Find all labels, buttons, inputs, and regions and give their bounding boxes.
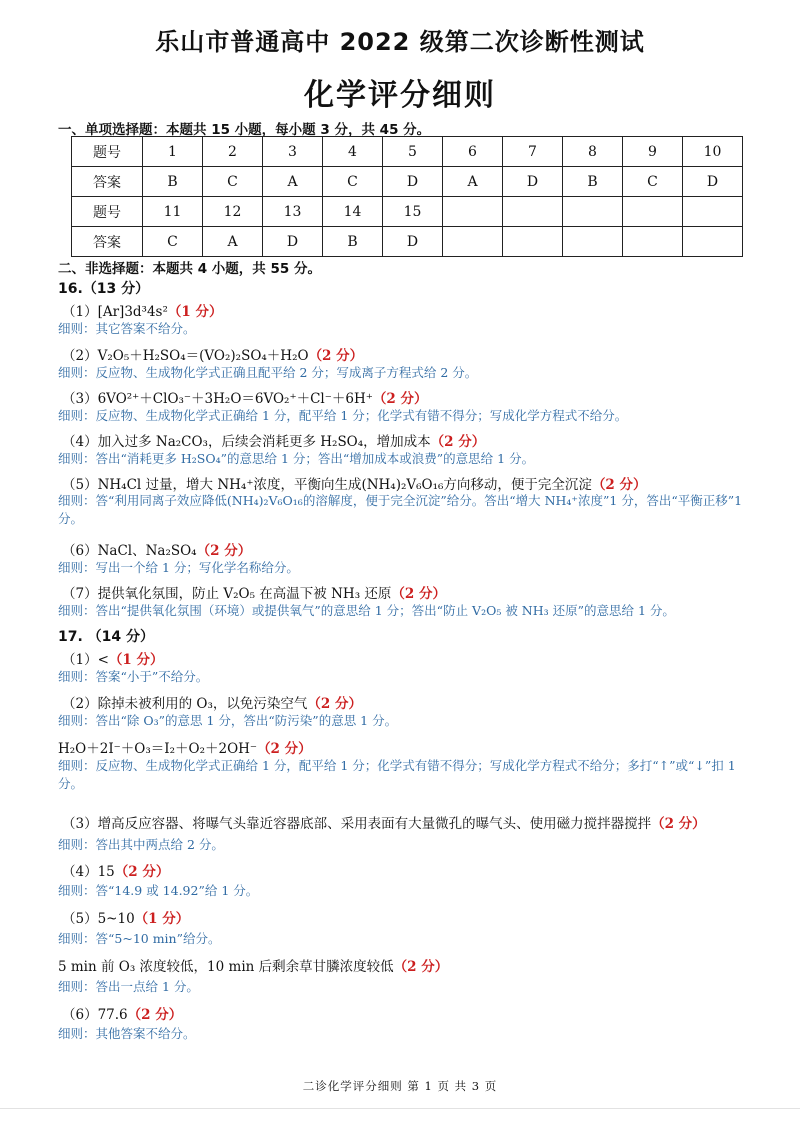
answer-text: （5）5~10 bbox=[62, 911, 135, 927]
section1-heading: 一、单项选择题：本题共 15 小题，每小题 3 分，共 45 分。 bbox=[58, 122, 431, 138]
q17-part6-note: 细则：其他答案不给分。 bbox=[58, 1026, 196, 1041]
q16-part6 bbox=[62, 539, 251, 559]
q17-part5-extra bbox=[58, 955, 448, 975]
answer-text: （1）[Ar]3d³4s² bbox=[62, 304, 168, 320]
table-cell: C bbox=[143, 227, 203, 257]
page-subtitle: 化学评分细则 bbox=[304, 78, 496, 113]
q16-part7-note: 细则：答出“提供氧化氛围（环境）或提供氧气”的意思给 1 分；答出“防止 V₂O₅ 被 NH₃ 还原”的意思给 1 分。 bbox=[58, 603, 675, 618]
answer-text: （5）NH₄Cl 过量，增大 NH₄⁺浓度，平衡向生成(NH₄)₂V₆O₁₆方向移动，便于完全沉淀 bbox=[62, 477, 592, 493]
table-cell bbox=[443, 227, 503, 257]
table-cell: D bbox=[383, 167, 443, 197]
table-cell: D bbox=[503, 167, 563, 197]
answer-text: （2）V₂O₅＋H₂SO₄＝(VO₂)₂SO₄＋H₂O bbox=[62, 348, 309, 364]
q16-part6-note: 细则：写出一个给 1 分；写化学名称给分。 bbox=[58, 560, 299, 575]
table-cell: B bbox=[143, 167, 203, 197]
table-cell: 15 bbox=[383, 197, 443, 227]
table-cell: 8 bbox=[563, 137, 623, 167]
table-cell: A bbox=[443, 167, 503, 197]
table-cell: A bbox=[203, 227, 263, 257]
q16-part4 bbox=[62, 430, 485, 450]
table-cell: 5 bbox=[383, 137, 443, 167]
points-label: （2 分） bbox=[372, 391, 428, 407]
table-cell bbox=[623, 227, 683, 257]
table-row bbox=[72, 197, 743, 227]
answer-text: （6）NaCl、Na₂SO₄ bbox=[62, 543, 197, 559]
table-cell bbox=[623, 197, 683, 227]
bottom-rule bbox=[0, 1108, 800, 1109]
answer-text: （2）除掉未被利用的 O₃，以免污染空气 bbox=[62, 696, 308, 712]
table-cell: 6 bbox=[443, 137, 503, 167]
q16-part3 bbox=[62, 387, 427, 407]
table-row bbox=[72, 167, 743, 197]
table-cell: 9 bbox=[623, 137, 683, 167]
points-label: （2 分） bbox=[257, 741, 312, 757]
table-cell bbox=[503, 197, 563, 227]
q17-title: 17. （14 分） bbox=[58, 629, 155, 645]
points-label: （2 分） bbox=[391, 586, 446, 602]
q17-part5 bbox=[62, 907, 189, 927]
table-cell: 14 bbox=[323, 197, 383, 227]
row-label: 题号 bbox=[72, 137, 143, 167]
table-cell: 12 bbox=[203, 197, 263, 227]
q17-part4 bbox=[62, 860, 169, 880]
points-label: （2 分） bbox=[393, 959, 449, 975]
points-label: （2 分） bbox=[307, 696, 362, 712]
answer-table bbox=[71, 136, 743, 257]
points-label: （1 分） bbox=[108, 652, 164, 668]
table-cell: 3 bbox=[263, 137, 323, 167]
q17-part6 bbox=[62, 1003, 182, 1023]
q16-part1 bbox=[62, 300, 223, 320]
q16-part2 bbox=[62, 344, 363, 364]
table-cell: C bbox=[323, 167, 383, 197]
table-cell bbox=[683, 227, 743, 257]
q17-part2 bbox=[62, 692, 362, 712]
row-label: 题号 bbox=[72, 197, 143, 227]
table-cell: B bbox=[563, 167, 623, 197]
q16-part3-note: 细则：反应物、生成物化学式正确给 1 分，配平给 1 分；化学式有错不得分；写成化学方程式不给分。 bbox=[58, 408, 628, 423]
section2-heading: 二、非选择题：本题共 4 小题，共 55 分。 bbox=[58, 261, 321, 277]
row-label: 答案 bbox=[72, 167, 143, 197]
table-cell: 13 bbox=[263, 197, 323, 227]
table-cell bbox=[443, 197, 503, 227]
table-cell: 10 bbox=[683, 137, 743, 167]
table-row bbox=[72, 137, 743, 167]
answer-text: （7）提供氧化氛围，防止 V₂O₅ 在高温下被 NH₃ 还原 bbox=[62, 586, 392, 602]
table-cell: 4 bbox=[323, 137, 383, 167]
answer-text: （4）加入过多 Na₂CO₃，后续会消耗更多 H₂SO₄，增加成本 bbox=[62, 434, 431, 450]
row-label: 答案 bbox=[72, 227, 143, 257]
table-cell: D bbox=[263, 227, 323, 257]
table-row bbox=[72, 227, 743, 257]
table-cell: 11 bbox=[143, 197, 203, 227]
q16-part4-note: 细则：答出“消耗更多 H₂SO₄”的意思给 1 分；答出“增加成本或浪费”的意思给 1 分。 bbox=[58, 451, 535, 466]
answer-text: （4）15 bbox=[62, 864, 115, 880]
table-cell: B bbox=[323, 227, 383, 257]
q16-part2-note: 细则：反应物、生成物化学式正确且配平给 2 分；写成离子方程式给 2 分。 bbox=[58, 365, 478, 380]
q16-part5 bbox=[62, 473, 647, 493]
q17-part3-note: 细则：答出其中两点给 2 分。 bbox=[58, 837, 224, 852]
points-label: （2 分） bbox=[651, 816, 706, 832]
points-label: （2 分） bbox=[196, 543, 252, 559]
table-cell bbox=[503, 227, 563, 257]
points-label: （2 分） bbox=[308, 348, 364, 364]
answer-text: （3）6VO²⁺＋ClO₃⁻＋3H₂O＝6VO₂⁺＋Cl⁻＋6H⁺ bbox=[62, 391, 373, 407]
table-cell bbox=[563, 227, 623, 257]
q16-part1-note: 细则：其它答案不给分。 bbox=[58, 321, 196, 336]
table-cell: 7 bbox=[503, 137, 563, 167]
q17-part2-equation-note: 细则：反应物、生成物化学式正确给 1 分，配平给 1 分；化学式有错不得分；写成化学方程式不给分；多打“↑”或“↓”扣 1 分。 bbox=[58, 758, 736, 791]
answer-text: H₂O＋2I⁻＋O₃＝I₂＋O₂＋2OH⁻ bbox=[58, 741, 258, 757]
q16-part5-note: 细则：答“利用同离子效应降低(NH₄)₂V₆O₁₆的溶解度，便于完全沉淀”给分。答出“增大 NH₄⁺浓度”1 分，答出“平衡正移”1 分。 bbox=[58, 493, 743, 526]
q16-title: 16.（13 分） bbox=[58, 281, 150, 297]
table-cell bbox=[563, 197, 623, 227]
page-footer: 二诊化学评分细则 第 1 页 共 3 页 bbox=[302, 1079, 498, 1093]
points-label: （2 分） bbox=[127, 1007, 183, 1023]
table-cell: C bbox=[203, 167, 263, 197]
table-cell: D bbox=[383, 227, 443, 257]
answer-text: 5 min 前 O₃ 浓度较低，10 min 后剩余草甘膦浓度较低 bbox=[58, 959, 394, 975]
q17-part2-note: 细则：答出“除 O₃”的意思 1 分，答出“防污染”的意思 1 分。 bbox=[58, 713, 398, 728]
table-cell: 2 bbox=[203, 137, 263, 167]
q17-part1-note: 细则：答案“小于”不给分。 bbox=[58, 669, 209, 684]
q17-part1 bbox=[62, 648, 164, 668]
table-cell bbox=[683, 197, 743, 227]
points-label: （2 分） bbox=[114, 864, 170, 880]
table-cell: C bbox=[623, 167, 683, 197]
points-label: （1 分） bbox=[167, 304, 223, 320]
points-label: （2 分） bbox=[430, 434, 486, 450]
answer-text: （6）77.6 bbox=[62, 1007, 128, 1023]
page-title: 乐山市普通高中 2022 级第二次诊断性测试 bbox=[155, 28, 645, 56]
q17-part4-note: 细则：答“14.9 或 14.92”给 1 分。 bbox=[58, 883, 259, 898]
points-label: （1 分） bbox=[134, 911, 190, 927]
table-cell: 1 bbox=[143, 137, 203, 167]
q17-part5-extra-note: 细则：答出一点给 1 分。 bbox=[58, 979, 199, 994]
q17-part2-equation bbox=[58, 737, 312, 757]
answer-text: （1）< bbox=[62, 652, 109, 668]
q17-part3 bbox=[62, 812, 706, 832]
table-cell: A bbox=[263, 167, 323, 197]
answer-text: （3）增高反应容器、将曝气头靠近容器底部、采用表面有大量微孔的曝气头、使用磁力搅拌器搅拌 bbox=[62, 816, 652, 832]
q17-part5-note: 细则：答“5~10 min”给分。 bbox=[58, 931, 221, 946]
table-cell: D bbox=[683, 167, 743, 197]
points-label: （2 分） bbox=[591, 477, 647, 493]
q16-part7 bbox=[62, 582, 446, 602]
